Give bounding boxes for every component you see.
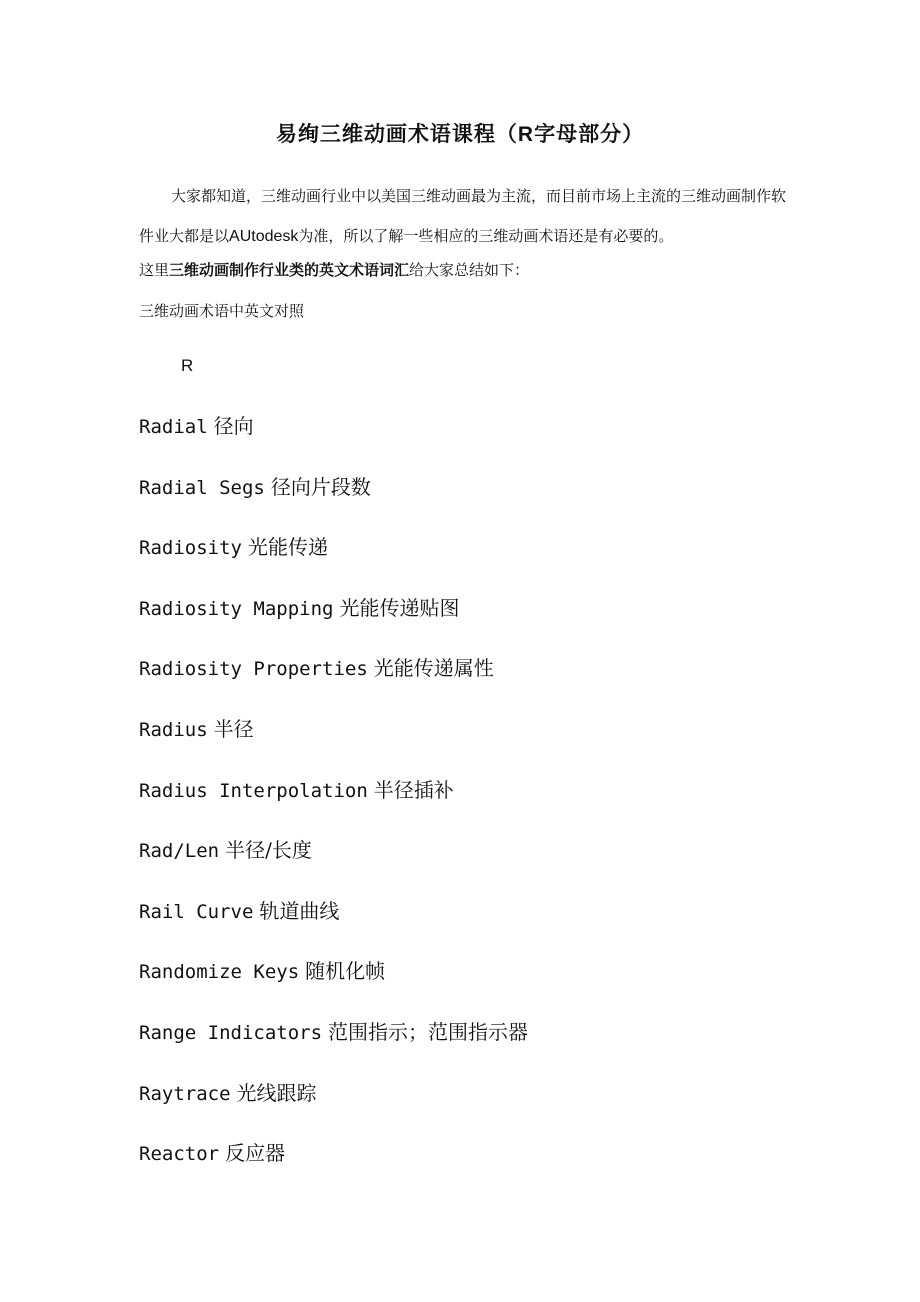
term-chinese: 径向 [213, 414, 254, 438]
term-chinese: 光能传递 [247, 535, 328, 560]
term-list [139, 410, 528, 1198]
summary-bold-phrase: 三维动画制作行业类的英文术语词汇 [169, 261, 410, 279]
term-english: Randomize Keys [139, 961, 300, 984]
term-english: Radius Interpolation [139, 779, 368, 802]
term-chinese: 光能传递属性 [373, 656, 494, 681]
summary-suffix: 给大家总结如下： [409, 261, 530, 279]
term-entry [139, 471, 528, 532]
term-entry [139, 955, 528, 1016]
term-chinese: 半径 [213, 716, 254, 741]
term-chinese: 半径插补 [373, 777, 454, 802]
term-english: Rail Curve [139, 900, 254, 923]
document-title [0, 118, 920, 148]
term-entry [139, 1137, 528, 1198]
term-chinese: 径向片段数 [270, 474, 371, 499]
title-suffix: 字母部分） [534, 121, 645, 146]
term-english: Radius [139, 718, 208, 741]
term-english: Radial [139, 416, 208, 438]
summary-line [139, 256, 529, 284]
term-entry [139, 592, 528, 653]
term-chinese: 反应器 [225, 1141, 286, 1166]
term-english: Raytrace [139, 1082, 231, 1105]
glossary-subheading: 三维动画术语中英文对照 [139, 302, 305, 320]
term-entry [139, 531, 528, 592]
term-english: Rad/Len [139, 840, 220, 863]
intro-text-end: 为准，所以了解一些相应的三维动画术语还是有必要的。 [298, 227, 674, 245]
term-english: Range Indicators [139, 1021, 323, 1044]
intro-brand: AUtodesk [229, 228, 299, 245]
term-entry [139, 410, 528, 471]
term-chinese: 轨道曲线 [259, 898, 340, 923]
term-entry [139, 834, 528, 895]
summary-prefix: 这里 [139, 261, 170, 279]
title-prefix: 易绚三维动画术语课程（ [275, 121, 518, 146]
term-chinese: 半径/长度 [225, 838, 312, 863]
term-chinese: 光能传递贴图 [339, 595, 460, 620]
section-letter: R [181, 356, 194, 375]
term-chinese: 光线跟踪 [236, 1080, 317, 1105]
term-entry [139, 1077, 528, 1138]
term-entry [139, 895, 528, 956]
intro-paragraph [139, 176, 789, 257]
term-english: Radiosity Mapping [139, 597, 334, 620]
title-letter: R [517, 123, 535, 146]
term-entry [139, 652, 528, 713]
term-english: Reactor [139, 1143, 220, 1166]
term-entry [139, 713, 528, 774]
term-entry [139, 1016, 528, 1077]
intro-text-start: 大家都知道，三维动画行业中以美国三维动画最为主流，而目前市场上主流的三维动画制作软件业大都是以 [139, 187, 787, 245]
term-entry [139, 774, 528, 835]
term-english: Radiosity [139, 537, 242, 560]
term-chinese: 范围指示；范围指示器 [328, 1019, 529, 1044]
term-english: Radial Segs [139, 476, 265, 499]
term-english: Radiosity Properties [139, 658, 368, 681]
term-chinese: 随机化帧 [305, 959, 386, 984]
